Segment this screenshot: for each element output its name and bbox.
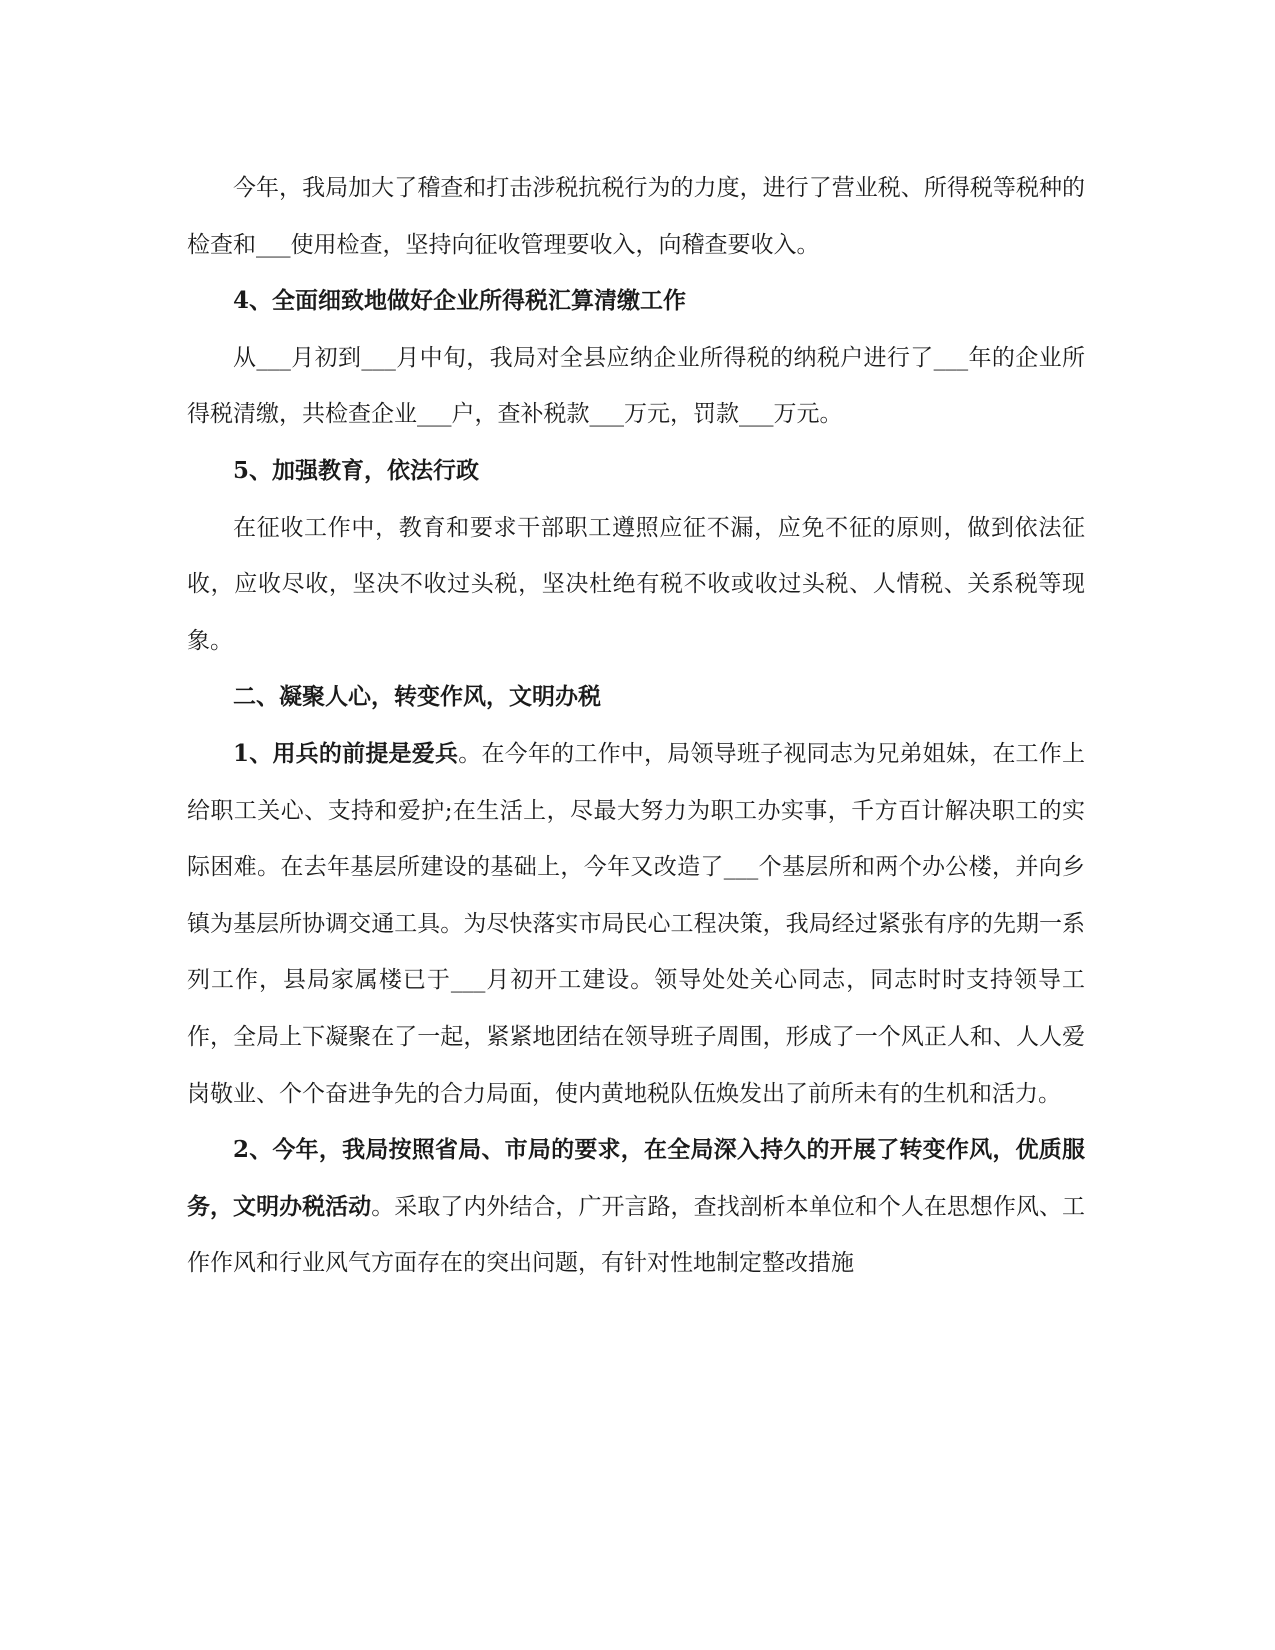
paragraph-education-law: 在征收工作中，教育和要求干部职工遵照应征不漏，应免不征的原则，做到依法征收，应收尽收，坚决不收过头税，坚决杜绝有税不收或收过头税、人情税、关系税等现象。 bbox=[187, 514, 1085, 654]
document-page bbox=[187, 160, 1085, 1292]
heading-income-tax-settlement: 4、全面细致地做好企业所得税汇算清缴工作 bbox=[233, 287, 687, 315]
paragraph-style-change-body: 。采取了内外结合，广开言路，查找剖析本单位和个人在思想作风、工作作风和行业风气方面存在的突出问题，有针对性地制定整改措施 bbox=[187, 1193, 1086, 1277]
paragraph-care-for-staff bbox=[187, 726, 1085, 1122]
paragraph-tax-inspection: 今年，我局加大了稽查和打击涉税抗税行为的力度，进行了营业税、所得税等税种的检查和___使用检查，坚持向征收管理要收入，向稽查要收入。 bbox=[187, 175, 1085, 258]
paragraph-care-for-staff-lead: 1、用兵的前提是爱兵 bbox=[233, 739, 459, 767]
paragraph-style-change-lead: 2、今年，我局按照省局、市局的要求，在全局深入持久的开展了转变作风，优质服务，文明办税活动 bbox=[187, 1136, 1085, 1220]
heading-education-law: 5、加强教育，依法行政 bbox=[233, 456, 480, 484]
paragraph-style-change bbox=[187, 1122, 1085, 1292]
heading-section-two: 二、凝聚人心，转变作风，文明办税 bbox=[233, 683, 601, 711]
paragraph-income-tax-settlement: 从___月初到___月中旬，我局对全县应纳企业所得税的纳税户进行了___年的企业所得税清缴，共检查企业___户，查补税款___万元，罚款___万元。 bbox=[187, 344, 1085, 428]
paragraph-care-for-staff-body: 。在今年的工作中，局领导班子视同志为兄弟姐妹，在工作上给职工关心、支持和爱护;在生活上，尽最大努力为职工办实事，千方百计解决职工的实际困难。在去年基层所建设的基础上，今年又改造了___个基层所和两个办公楼，并向乡镇为基层所协调交通工具。为尽快落实市局民心工程决策，我局经过紧张有序的先期一系列工作，县局家属楼已于___月初开工建设。领导处处关心同志，同志时时支持领导工作，全局上下凝聚在了一起，紧紧地团结在领导班子周围，形成了一个风正人和、人人爱岗敬业、个个奋进争先的合力局面，使内黄地税队伍焕发出了前所未有的生机和活力。 bbox=[187, 740, 1086, 1107]
